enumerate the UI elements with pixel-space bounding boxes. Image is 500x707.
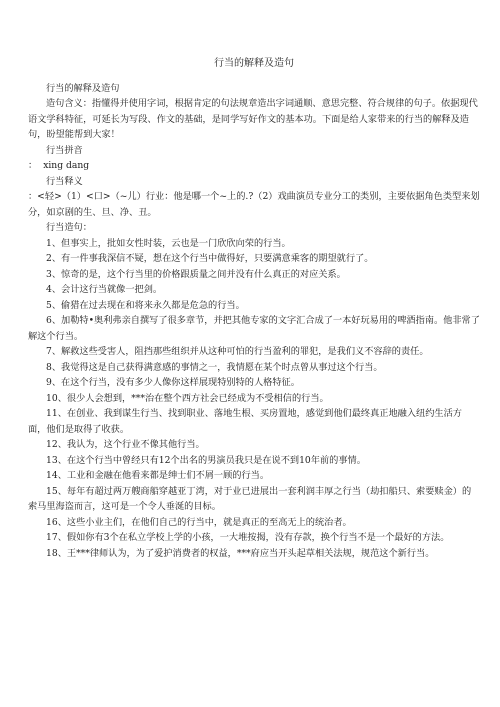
example-sentence: 6、加勒特•奥利弗亲自撰写了很多章节，并把其他专家的文字汇合成了一本好玩易用的啤酒指南。他非常了解这个行当。 [28,315,480,342]
pinyin-text: xing dang [43,160,90,171]
example-sentence: 13、在这个行当中曾经只有12个出名的男演员我只是在说不到10年前的事情。 [46,454,366,466]
example-sentence: 15、每年有超过两万艘商船穿越亚丁湾，对于业已进展出一套利润丰厚之行当（劫扣船只、索要赎金）的索马里海盗而言，这可是一个令人垂涎的目标。 [28,485,472,512]
example-sentence: 10、很少人会想到，***治在整个西方社会已经成为不受相信的行当。 [46,392,329,404]
pinyin-line [28,158,480,174]
example-sentence: 12、我认为，这个行业不像其他行当。 [46,439,205,450]
example-sentence: 4、会计这行当就像一把剑。 [46,284,163,295]
example-sentence: 16、这些小业主们，在他们自己的行当中，就是真正的至高无上的统治者。 [46,516,352,528]
example-sentence: 17、假如你有3个在私立学校上学的小孩，一大堆按揭，没有存款，换个行当不是一个最好的方法。 [46,532,450,543]
example-sentence: 7、解救这些受害人，阻挡那些组织并从这种可怕的行当盈利的罪犯，是我们义不容辞的责任。 [46,346,429,357]
example-sentence: 18、王***律师认为，为了爱护消费者的权益，***府应当开头起草相关法规，规范这个新行当。 [46,547,435,559]
meaning-paragraph: ：<轻>（1）<口>（~儿）行业：他是哪一个~上的.?（2）戏曲演员专业分工的类别，主要依据角色类型来划分，如京剧的生、旦、净、丑。 [28,191,480,218]
example-sentence: 11、在创业、我到谋生行当、找到职业、落地生根、买房置地，感觉到他们最终真正地融入纽约生活方面，他们是取得了收获。 [28,408,462,435]
examples-label: 行当造句： [46,222,92,233]
intro-paragraph: 造句含义：指懂得并使用字词，根据肯定的句法规章造出字词通顺、意思完整、符合规律的句子。依据现代语文学科特征，可延长为写段、作文的基础，是同学写好作文的基本功。下面是给人家带来的行当的解释及造句，盼望能帮到大家！ [28,98,478,140]
example-sentence: 8、我觉得这是自己获得满意感的事情之一，我情愿在某个时点曾从事过这个行当。 [46,361,383,373]
pinyin-prefix: ： [28,160,38,171]
example-sentence: 14、工业和金融在他看来都是绅士们不屑一顾的行当。 [46,470,270,481]
example-sentence: 1、但事实上，批如女性时装，云也是一门欣欣向荣的行当。 [46,237,291,249]
example-sentence: 9、在这个行当，没有多少人像你这样展现特别特的人格特征。 [46,377,300,388]
examples-list [28,236,480,562]
example-sentence: 2、有一件事我深信不疑，想在这个行当中做得好，只要满意乘客的期望就行了。 [46,253,374,264]
page-title: 行当的解释及造句 [214,58,294,69]
example-sentence: 3、惊奇的是，这个行当里的价格跟质量之间并没有什么真正的对应关系。 [46,268,346,280]
example-sentence: 5、偷猎在过去现在和将来永久都是危急的行当。 [46,299,245,311]
pinyin-label: 行当拼音 [46,144,83,156]
section-heading: 行当的解释及造句 [46,82,120,94]
meaning-label: 行当释义 [46,175,83,187]
